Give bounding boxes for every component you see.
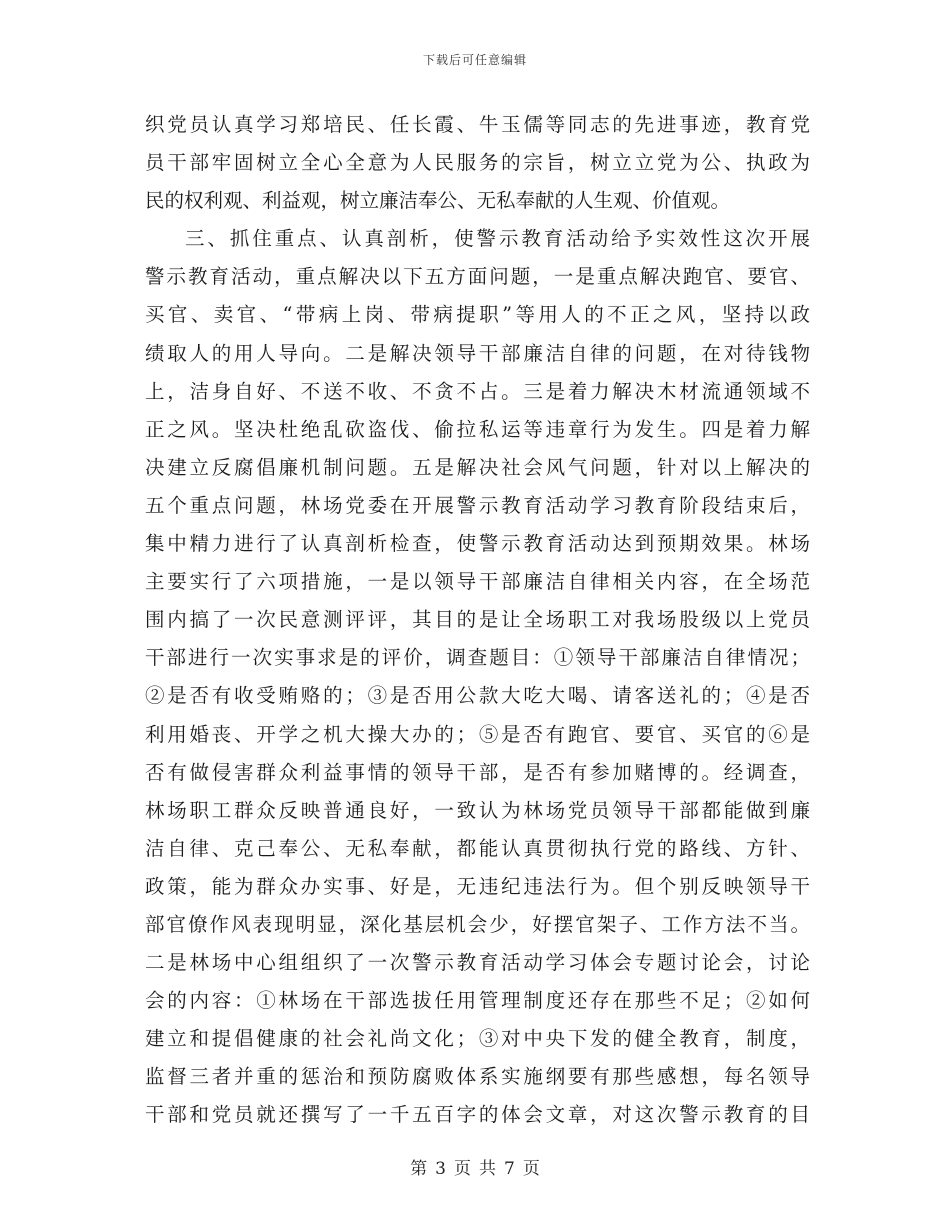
text-line: 买官、卖官、“带病上岗、带病提职”等用人的不正之风，坚持以政 xyxy=(145,303,810,327)
text-line: 五个重点问题，林场党委在开展警示教育活动学习教育阶段结束后， xyxy=(145,493,810,517)
text-line: 部官僚作风表现明显，深化基层机会少，好摆官架子、工作方法不当。 xyxy=(145,912,810,936)
text-line: 正之风。坚决杜绝乱砍盗伐、偷拉私运等违章行为发生。四是着力解 xyxy=(145,417,810,441)
footer-total-unit: 页 xyxy=(522,1159,540,1179)
page-header-note: 下载后可任意编辑 xyxy=(422,53,527,67)
footer-page-number: 3 xyxy=(435,1159,446,1179)
text-line: 绩取人的用人导向。二是解决领导干部廉洁自律的问题，在对待钱物 xyxy=(145,341,810,365)
text-line: 员干部牢固树立全心全意为人民服务的宗旨，树立立党为公、执政为 xyxy=(145,151,810,175)
text-line: 会的内容：①林场在干部选拔任用管理制度还存在那些不足；②如何 xyxy=(145,989,810,1013)
text-line: ②是否有收受贿赂的；③是否用公款大吃大喝、请客送礼的；④是否 xyxy=(145,684,810,708)
document-body xyxy=(145,106,810,1135)
footer-total-prefix: 共 xyxy=(479,1159,496,1179)
paragraph-start-line: 三、抓住重点、认真剖析，使警示教育活动给予实效性这次开展 xyxy=(185,227,810,251)
text-line: 围内搞了一次民意测评评，其目的是让全场职工对我场股级以上党员 xyxy=(145,608,810,632)
text-line: 洁自律、克己奉公、无私奉献，都能认真贯彻执行党的路线、方针、 xyxy=(145,836,810,860)
text-line: 监督三者并重的惩治和预防腐败体系实施纲要有那些感想，每名领导 xyxy=(145,1065,810,1089)
page-footer xyxy=(0,1154,950,1179)
footer-prefix: 第 xyxy=(410,1159,428,1179)
text-line: 建立和提倡健康的社会礼尚文化；③对中央下发的健全教育，制度， xyxy=(145,1027,810,1051)
text-line: 上，洁身自好、不送不收、不贪不占。三是着力解决木材流通领域不 xyxy=(145,379,810,403)
text-line: 集中精力进行了认真剖析检查，使警示教育活动达到预期效果。林场 xyxy=(145,532,810,556)
text-line: 警示教育活动，重点解决以下五方面问题，一是重点解决跑官、要官、 xyxy=(145,265,810,289)
text-line: 二是林场中心组组织了一次警示教育活动学习体会专题讨论会，讨论 xyxy=(145,951,810,975)
text-line: 干部进行一次实事求是的评价，调查题目：①领导干部廉洁自律情况； xyxy=(145,646,810,670)
text-line: 否有做侵害群众利益事情的领导干部，是否有参加赌博的。经调查， xyxy=(145,760,810,784)
text-line: 利用婚丧、开学之机大操大办的；⑤是否有跑官、要官、买官的⑥是 xyxy=(145,722,810,746)
text-line: 织党员认真学习郑培民、任长霞、牛玉儒等同志的先进事迹，教育党 xyxy=(145,113,810,136)
footer-page-unit: 页 xyxy=(454,1159,471,1179)
footer-total-pages: 7 xyxy=(504,1159,515,1179)
text-line: 干部和党员就还撰写了一千五百字的体会文章，对这次警示教育的目 xyxy=(145,1103,810,1127)
text-line: 民的权利观、利益观，树立廉洁奉公、无私奉献的人生观、价值观。 xyxy=(145,189,731,213)
text-line: 主要实行了六项措施，一是以领导干部廉洁自律相关内容，在全场范 xyxy=(145,570,810,594)
text-line: 决建立反腐倡廉机制问题。五是解决社会风气问题，针对以上解决的 xyxy=(145,455,810,479)
text-line: 林场职工群众反映普通良好，一致认为林场党员领导干部都能做到廉 xyxy=(145,798,810,822)
text-line: 政策，能为群众办实事、好是，无违纪违法行为。但个别反映领导干 xyxy=(145,874,810,898)
